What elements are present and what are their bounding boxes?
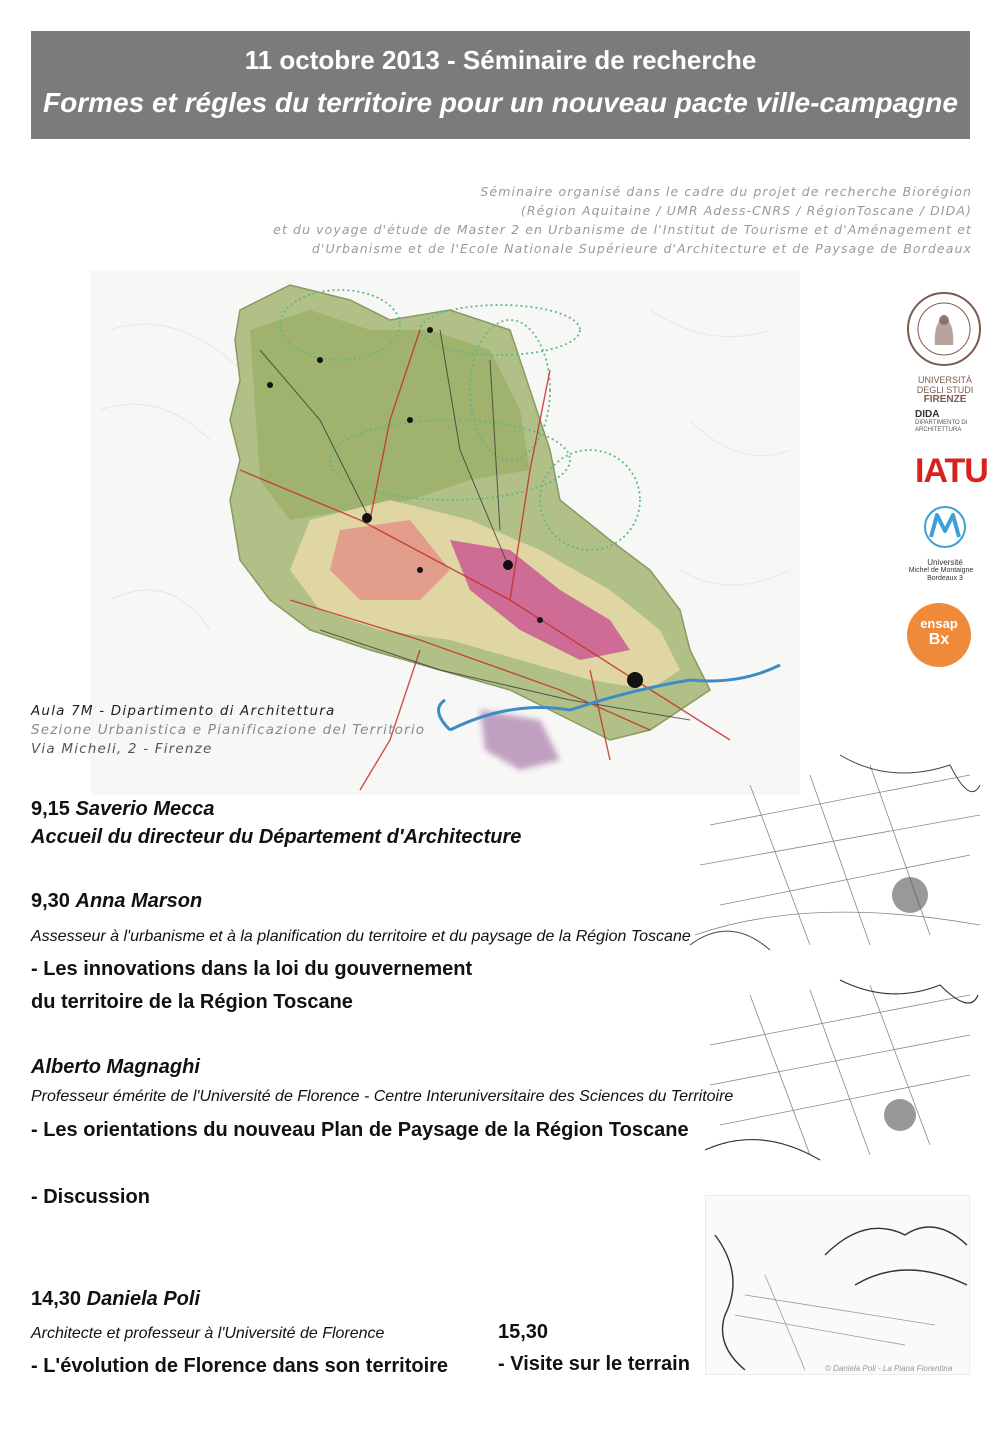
bordeaux3-m-icon bbox=[917, 505, 973, 553]
discussion-item: - Discussion bbox=[31, 1186, 150, 1208]
dida-sub-1: DIPARTIMENTO DI bbox=[915, 420, 968, 426]
program-1-speaker: Saverio Mecca bbox=[75, 798, 215, 820]
program-1-time: 9,15 bbox=[31, 798, 70, 820]
venue-block bbox=[31, 702, 425, 759]
program-2-heading bbox=[31, 890, 202, 913]
bordeaux3-text-2: Michel de Montaigne bbox=[908, 567, 974, 574]
program-5-time: 15,30 bbox=[498, 1321, 549, 1343]
program-5-title: - Visite sur le terrain bbox=[498, 1353, 690, 1375]
image-credit: © Daniela Poli - La Piana Fiorentina bbox=[825, 1364, 953, 1373]
program-2-speaker: Anna Marson bbox=[75, 890, 203, 912]
dida-logo bbox=[905, 409, 985, 434]
program-1-title: Accueil du directeur du Département d'Architecture bbox=[31, 826, 522, 848]
program-1-heading bbox=[31, 798, 214, 821]
intro-text bbox=[212, 182, 972, 258]
program-3-title: - Les orientations du nouveau Plan de Paysage de la Région Toscane bbox=[31, 1119, 689, 1141]
venue-section: Sezione Urbanistica e Pianificazione del Territorio bbox=[31, 722, 426, 738]
iatu-logo: IATU bbox=[915, 452, 988, 490]
sketch-drawing-1 bbox=[690, 745, 988, 955]
dida-sub-2: ARCHITETTURA bbox=[915, 427, 962, 433]
program-4-time: 14,30 bbox=[31, 1288, 82, 1310]
program-3-speaker: Alberto Magnaghi bbox=[31, 1056, 200, 1078]
ensap-text-2: Bx bbox=[928, 631, 950, 648]
intro-line: et du voyage d'étude de Master 2 en Urbanisme de l'Institut de Tourisme et d'Aménagement et bbox=[273, 222, 972, 237]
bordeaux3-text-3: Bordeaux 3 bbox=[927, 575, 963, 582]
unifi-text-2: DEGLI STUDI bbox=[916, 385, 974, 395]
program-4-heading bbox=[31, 1288, 200, 1311]
dida-text: DIDA bbox=[915, 409, 940, 420]
program-4-title: - L'évolution de Florence dans son territoire bbox=[31, 1355, 449, 1377]
unifi-text-1: UNIVERSITÀ bbox=[917, 375, 972, 385]
seminar-title: Formes et régles du territoire pour un nouveau pacte ville-campagne bbox=[43, 87, 958, 118]
ensap-text-1: ensap bbox=[920, 616, 958, 631]
sketch-drawing-3 bbox=[705, 1195, 970, 1375]
program-2-title-1: - Les innovations dans la loi du gouvernement bbox=[31, 958, 473, 980]
program-2-title-2: du territoire de la Région Toscane bbox=[31, 991, 353, 1013]
logos-column bbox=[905, 290, 988, 667]
unifi-name bbox=[905, 375, 985, 405]
ensap-logo bbox=[907, 603, 971, 667]
unifi-seal-logo bbox=[905, 290, 983, 368]
bordeaux3-logo bbox=[905, 505, 985, 583]
program-4-role: Architecte et professeur à l'Université de Florence bbox=[31, 1325, 385, 1342]
program-4-speaker: Daniela Poli bbox=[86, 1288, 200, 1310]
sketch-drawing-2 bbox=[700, 975, 980, 1165]
header-banner bbox=[31, 31, 970, 139]
intro-line: Séminaire organisé dans le cadre du projet de recherche Biorégion bbox=[480, 184, 972, 199]
venue-room: Aula 7M - Dipartimento di Architettura bbox=[31, 703, 336, 719]
bordeaux3-text-1: Université bbox=[927, 558, 963, 567]
intro-line: d'Urbanisme et de l'Ecole Nationale Supérieure d'Architecture et de Paysage de Bordeaux bbox=[311, 241, 972, 256]
venue-address: Via Micheli, 2 - Firenze bbox=[31, 741, 213, 757]
date-line: 11 octobre 2013 - Séminaire de recherche bbox=[244, 45, 757, 75]
program-2-time: 9,30 bbox=[31, 890, 70, 912]
unifi-text-3: FIRENZE bbox=[923, 394, 967, 405]
program-3-role: Professeur émérite de l'Université de Florence - Centre Interuniversitaire des Sciences du Territoire bbox=[31, 1088, 734, 1105]
intro-line: (Région Aquitaine / UMR Adess-CNRS / RégionToscane / DIDA) bbox=[520, 203, 972, 218]
program-2-role: Assesseur à l'urbanisme et à la planification du territoire et du paysage de la Région Toscane bbox=[31, 928, 691, 945]
